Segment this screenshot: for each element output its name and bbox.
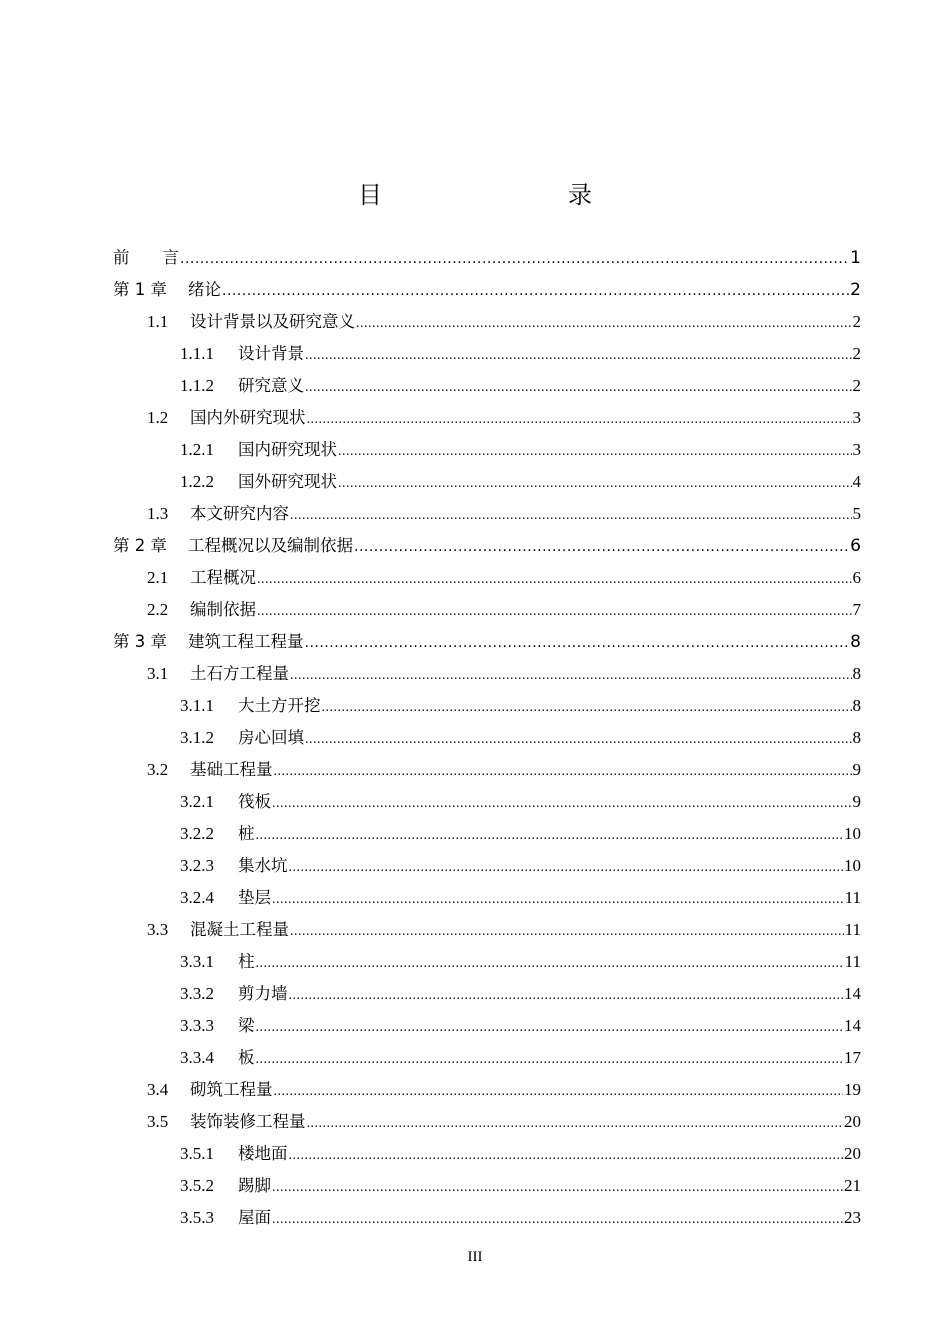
- toc-entry-number: 3.1: [147, 664, 169, 683]
- toc-entry-title: 筏板: [238, 792, 271, 811]
- toc-entry-title: 屋面: [238, 1208, 271, 1227]
- toc-entry-page: 3: [852, 440, 861, 459]
- toc-entry-number: 3.2.2: [180, 824, 214, 843]
- toc-entry-title: 装饰装修工程量: [190, 1112, 306, 1131]
- toc-entry-title: 柱: [238, 952, 255, 971]
- dot-leader: [305, 627, 850, 659]
- dot-leader: [290, 916, 844, 948]
- toc-entry-page: 7: [852, 600, 861, 619]
- toc-entry-page: 6: [850, 536, 861, 556]
- toc-entry-title: 砌筑工程量: [190, 1080, 273, 1099]
- toc-entry[interactable]: [113, 882, 861, 914]
- toc-entry-number: 3.3.1: [180, 952, 214, 971]
- page-number-footer: III: [467, 1249, 483, 1265]
- toc-entry[interactable]: [113, 530, 861, 562]
- toc-entry-title: 大土方开挖: [238, 696, 321, 715]
- toc-entry-number: 第 2 章: [113, 536, 167, 555]
- toc-entry-number: 3.1.1: [180, 696, 214, 715]
- toc-entry-page: 5: [852, 504, 861, 523]
- toc-entry[interactable]: [113, 562, 861, 594]
- toc-entry[interactable]: [113, 658, 861, 690]
- toc-entry[interactable]: [113, 690, 861, 722]
- toc-entry-title: 本文研究内容: [190, 504, 289, 523]
- toc-entry-page: 19: [844, 1080, 861, 1099]
- toc-entry-number: 3.1.2: [180, 728, 214, 747]
- toc-entry-title: 设计背景以及研究意义: [190, 312, 355, 331]
- toc-entry-number: 1.1.2: [180, 376, 214, 395]
- toc-entry-title: 桩: [238, 824, 255, 843]
- toc-entry-title: 工程概况以及编制依据: [188, 536, 353, 555]
- dot-leader: [272, 884, 844, 916]
- dot-leader: [256, 1044, 844, 1076]
- toc-entry-title: 绪论: [188, 280, 221, 299]
- toc-entry-number: 3.5.1: [180, 1144, 214, 1163]
- toc-entry[interactable]: [113, 1010, 861, 1042]
- toc-entry[interactable]: [113, 786, 861, 818]
- dot-leader: [256, 1012, 844, 1044]
- toc-entry-title: 国内外研究现状: [190, 408, 306, 427]
- toc-entry-title: 剪力墙: [238, 984, 288, 1003]
- toc-entry-number: 1.3: [147, 504, 169, 523]
- dot-leader: [272, 1172, 843, 1204]
- toc-entry[interactable]: [113, 946, 861, 978]
- toc-entry-title: 工程概况: [190, 568, 256, 587]
- toc-entry-title: 设计背景: [238, 344, 304, 363]
- dot-leader: [274, 1076, 844, 1108]
- toc-entry[interactable]: [113, 338, 861, 370]
- toc-entry-page: 2: [852, 376, 861, 395]
- dot-leader: [274, 756, 852, 788]
- toc-entry-number: 3.2: [147, 760, 169, 779]
- toc-entry-number: 1.2.2: [180, 472, 214, 491]
- toc-entry[interactable]: [113, 914, 861, 946]
- toc-entry-page: 6: [852, 568, 861, 587]
- toc-entry-page: 20: [844, 1112, 861, 1131]
- toc-entry-number: 3.4: [147, 1080, 169, 1099]
- toc-entry-page: 17: [844, 1048, 861, 1067]
- dot-leader: [272, 1204, 843, 1236]
- toc-entry[interactable]: [113, 594, 861, 626]
- toc-entry-page: 8: [852, 696, 861, 715]
- toc-entry-number: 1.1: [147, 312, 169, 331]
- toc-entry[interactable]: [113, 626, 861, 658]
- toc-entry-page: 2: [852, 312, 861, 331]
- dot-leader: [289, 1140, 844, 1172]
- dot-leader: [289, 852, 844, 884]
- toc-entry[interactable]: [113, 242, 861, 274]
- toc-entry-page: 23: [844, 1208, 861, 1227]
- toc-entry[interactable]: [113, 498, 861, 530]
- dot-leader: [290, 500, 852, 532]
- toc-entry-page: 20: [844, 1144, 861, 1163]
- toc-entry-title: 建筑工程工程量: [188, 632, 304, 651]
- toc-entry-page: 11: [844, 920, 861, 939]
- dot-leader: [338, 468, 852, 500]
- toc-entry-number: 3.3: [147, 920, 169, 939]
- toc-entry-title: 国外研究现状: [238, 472, 337, 491]
- dot-leader: [257, 564, 852, 596]
- toc-entry-number: 第 3 章: [113, 632, 167, 651]
- toc-entry-number: 3.5: [147, 1112, 169, 1131]
- toc-entry-page: 8: [852, 728, 861, 747]
- toc-entry-page: 11: [844, 888, 861, 907]
- dot-leader: [322, 692, 852, 724]
- toc-entry-number: 3.5.2: [180, 1176, 214, 1195]
- toc-entry-page: 3: [852, 408, 861, 427]
- dot-leader: [305, 724, 852, 756]
- toc-entry-number: 第 1 章: [113, 280, 167, 299]
- toc-entry-page: 8: [852, 664, 861, 683]
- dot-leader: [180, 243, 849, 275]
- dot-leader: [289, 980, 844, 1012]
- page-title: 目 录: [358, 181, 638, 209]
- toc-entry-page: 2: [852, 344, 861, 363]
- toc-entry-title: 楼地面: [238, 1144, 288, 1163]
- toc-entry[interactable]: [113, 274, 861, 306]
- toc-entry[interactable]: [113, 978, 861, 1010]
- dot-leader: [222, 275, 849, 307]
- toc-entry-page: 9: [852, 792, 861, 811]
- toc-entry-number: 3.3.3: [180, 1016, 214, 1035]
- dot-leader: [305, 340, 852, 372]
- toc-entry-page: 1: [850, 248, 861, 268]
- dot-leader: [272, 788, 852, 820]
- dot-leader: [338, 436, 852, 468]
- toc-entry-title: 梁: [238, 1016, 255, 1035]
- dot-leader: [290, 660, 852, 692]
- toc-entry-title: 集水坑: [238, 856, 288, 875]
- toc-entry[interactable]: [113, 1074, 861, 1106]
- toc-entry[interactable]: [113, 850, 861, 882]
- toc-entry-page: 10: [844, 856, 861, 875]
- dot-leader: [307, 404, 852, 436]
- dot-leader: [257, 596, 852, 628]
- toc-entry-title: 研究意义: [238, 376, 304, 395]
- toc-entry-title: 垫层: [238, 888, 271, 907]
- toc-entry[interactable]: [113, 818, 861, 850]
- toc-entry-number: 3.3.2: [180, 984, 214, 1003]
- toc-entry-title: 踢脚: [238, 1176, 271, 1195]
- toc-entry-title: 土石方工程量: [190, 664, 289, 683]
- toc-entry[interactable]: [113, 466, 861, 498]
- toc-entry[interactable]: [113, 1042, 861, 1074]
- toc-entry-page: 2: [850, 280, 861, 300]
- toc-entry[interactable]: [113, 722, 861, 754]
- toc-entry-page: 9: [852, 760, 861, 779]
- toc-entry-title: 板: [238, 1048, 255, 1067]
- toc-entry-page: 14: [844, 1016, 861, 1035]
- toc-entry[interactable]: [113, 402, 861, 434]
- toc-entry-title: 房心回填: [238, 728, 304, 747]
- toc-entry-number: 1.1.1: [180, 344, 214, 363]
- toc-entry-number: 3.2.3: [180, 856, 214, 875]
- toc-entry[interactable]: [113, 306, 861, 338]
- toc-entry-number: 1.2: [147, 408, 169, 427]
- toc-entry-page: 4: [852, 472, 861, 491]
- toc-entry-number: 3.5.3: [180, 1208, 214, 1227]
- toc-entry-number: 3.3.4: [180, 1048, 214, 1067]
- toc-entry-number: 3.2.4: [180, 888, 214, 907]
- toc-entry-number: 1.2.1: [180, 440, 214, 459]
- toc-entry[interactable]: [113, 754, 861, 786]
- toc-entry[interactable]: [113, 1170, 861, 1202]
- toc-entry-title: 编制依据: [190, 600, 256, 619]
- toc-entry-title: 基础工程量: [190, 760, 273, 779]
- dot-leader: [305, 372, 852, 404]
- toc-entry-number: 2.1: [147, 568, 169, 587]
- dot-leader: [256, 948, 844, 980]
- dot-leader: [356, 308, 852, 340]
- toc-entry-page: 8: [850, 632, 861, 652]
- toc-entry[interactable]: [113, 1202, 861, 1234]
- toc-entry[interactable]: [113, 370, 861, 402]
- table-of-contents: [113, 242, 861, 1234]
- toc-entry-page: 11: [844, 952, 861, 971]
- toc-entry-title: 前 言: [113, 248, 179, 267]
- toc-entry-number: 2.2: [147, 600, 169, 619]
- toc-entry-title: 混凝土工程量: [190, 920, 289, 939]
- dot-leader: [256, 820, 844, 852]
- toc-entry-page: 10: [844, 824, 861, 843]
- dot-leader: [307, 1108, 844, 1140]
- toc-entry-page: 14: [844, 984, 861, 1003]
- toc-entry[interactable]: [113, 1106, 861, 1138]
- toc-entry[interactable]: [113, 1138, 861, 1170]
- toc-entry-title: 国内研究现状: [238, 440, 337, 459]
- toc-entry[interactable]: [113, 434, 861, 466]
- dot-leader: [354, 531, 849, 563]
- toc-entry-number: 3.2.1: [180, 792, 214, 811]
- toc-entry-page: 21: [844, 1176, 861, 1195]
